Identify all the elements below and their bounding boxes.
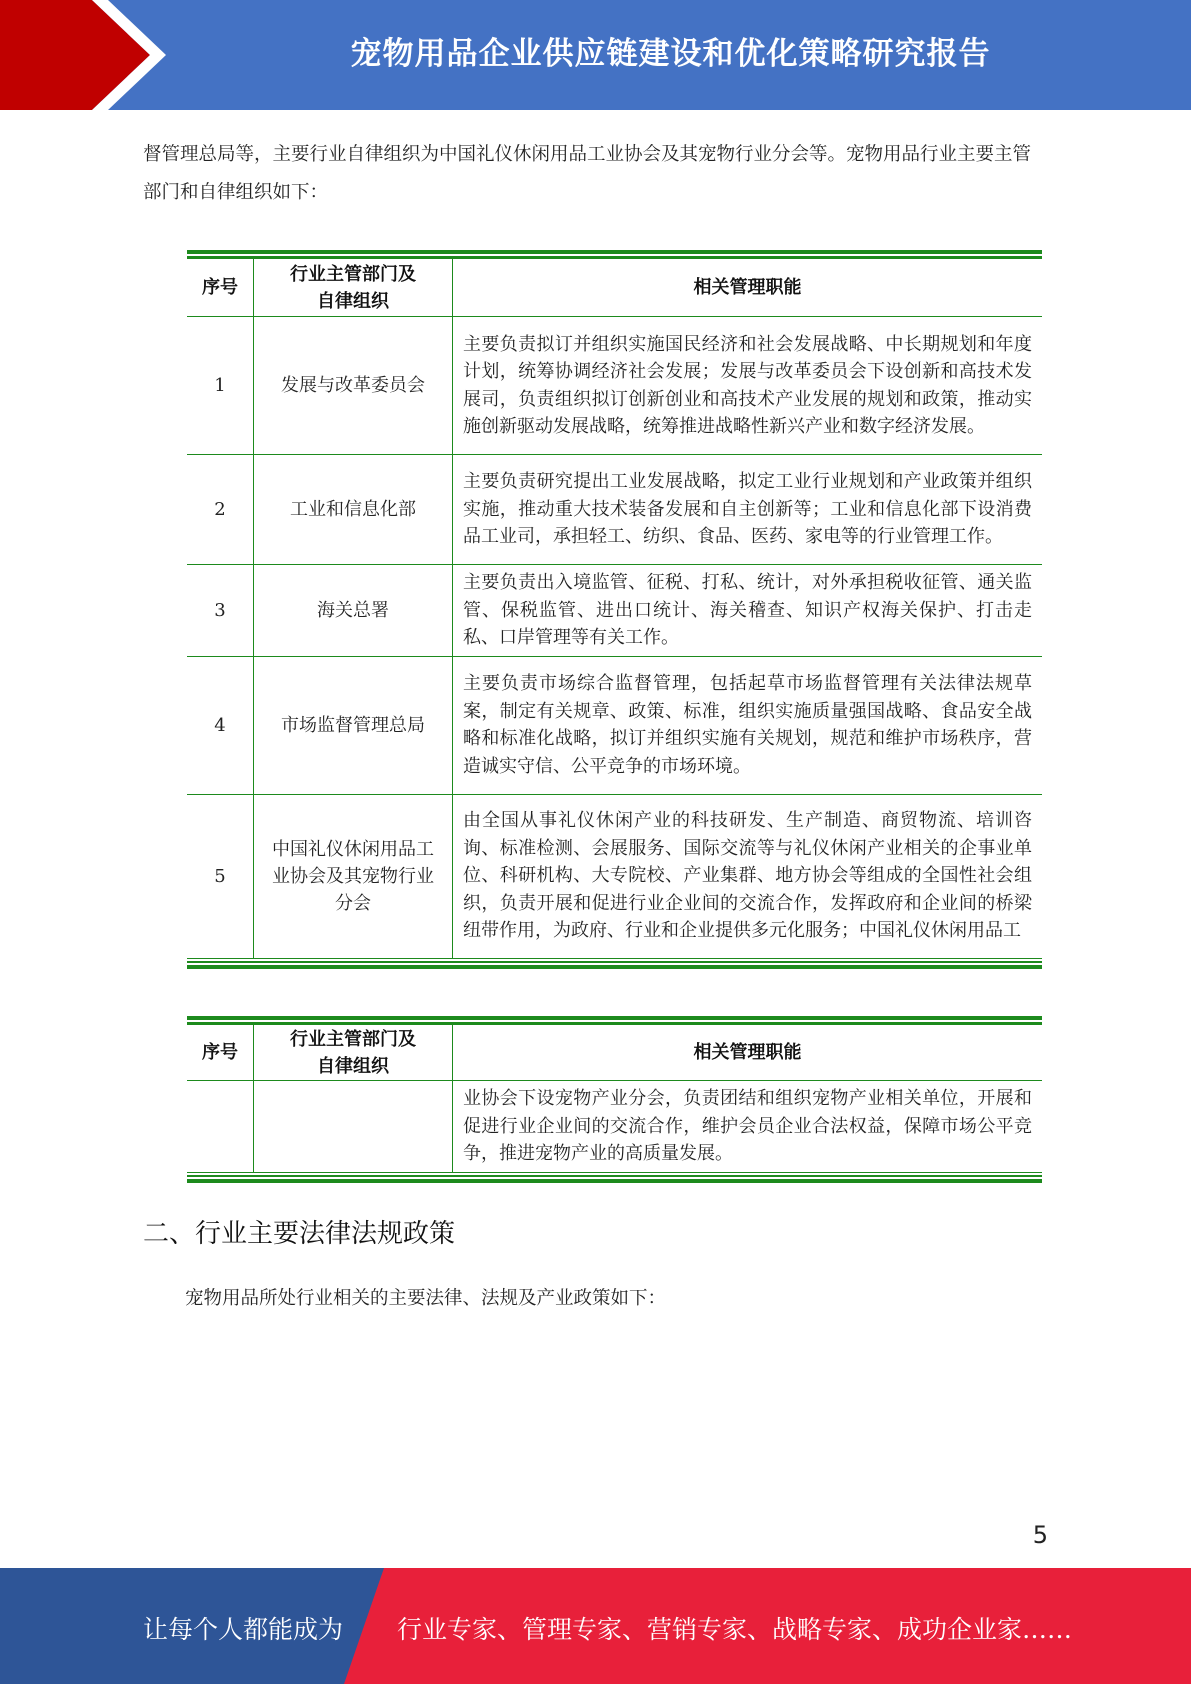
header-no: 序号 <box>187 259 254 317</box>
row-no: 2 <box>187 455 254 565</box>
header-org-line1: 行业主管部门及 <box>290 1028 416 1050</box>
row-no: 3 <box>187 565 254 657</box>
header-org <box>254 1025 453 1081</box>
row-org: 发展与改革委员会 <box>254 317 453 455</box>
row-org: 海关总署 <box>254 565 453 657</box>
section-paragraph: 宠物用品所处行业相关的主要法律、法规及产业政策如下： <box>185 1288 667 1309</box>
row-no <box>187 1081 254 1173</box>
header-func: 相关管理职能 <box>453 1025 1043 1081</box>
table-header-row <box>187 1025 1042 1081</box>
table-header-row <box>187 259 1042 317</box>
table-bottom-rule-thin <box>187 961 1042 963</box>
row-org: 工业和信息化部 <box>254 455 453 565</box>
page-header <box>0 0 1191 110</box>
row-org: 市场监督管理总局 <box>254 656 453 794</box>
table-bottom-rule <box>187 1179 1042 1183</box>
row-func: 主要负责出入境监管、征税、打私、统计，对外承担税收征管、通关监管、保税监管、进出口统计、海关稽查、知识产权海关保护、打击走私、口岸管理等有关工作。 <box>453 565 1043 657</box>
row-no: 5 <box>187 794 254 958</box>
table-top-rule <box>187 250 1042 254</box>
header-title: 宠物用品企业供应链建设和优化策略研究报告 <box>350 36 991 72</box>
row-func: 由全国从事礼仪休闲产业的科技研发、生产制造、商贸物流、培训咨询、标准检测、会展服务、国际交流等与礼仪休闲产业相关的企事业单位、科研机构、大专院校、产业集群、地方协会等组成的全国性社会组织，负责开展和促进行业企业间的交流合作，发挥政府和企业间的桥梁纽带作用，为政府、行业和企业提供多元化服务；中国礼仪休闲用品工 <box>453 794 1043 958</box>
table-row <box>187 656 1042 794</box>
table-bottom-rule-thin <box>187 1175 1042 1177</box>
table-top-rule <box>187 1016 1042 1020</box>
table-row <box>187 565 1042 657</box>
page-footer <box>0 1568 1191 1684</box>
row-func: 业协会下设宠物产业分会，负责团结和组织宠物产业相关单位，开展和促进行业企业间的交流合作，维护会员企业合法权益，保障市场公平竞争，推进宠物产业的高质量发展。 <box>453 1081 1043 1173</box>
header-func: 相关管理职能 <box>453 259 1043 317</box>
table-row <box>187 794 1042 958</box>
table-bottom-rule <box>187 965 1042 969</box>
header-org <box>254 259 453 317</box>
row-func: 主要负责研究提出工业发展战略，拟定工业行业规划和产业政策并组织实施，推动重大技术装备发展和自主创新等；工业和信息化部下设消费品工业司，承担轻工、纺织、食品、医药、家电等的行业管理工作。 <box>453 455 1043 565</box>
intro-paragraph: 督管理总局等，主要行业自律组织为中国礼仪休闲用品工业协会及其宠物行业分会等。宠物用品行业主要主管部门和自律组织如下： <box>143 144 1032 203</box>
footer-slogan-right: 行业专家、管理专家、营销专家、战略专家、成功企业家…… <box>397 1615 1073 1644</box>
section-heading: 二、行业主要法律法规政策 <box>143 1219 456 1249</box>
header-org-line2: 自律组织 <box>317 290 389 312</box>
row-no: 4 <box>187 656 254 794</box>
page-number: 5 <box>1032 1521 1048 1549</box>
row-func: 主要负责市场综合监督管理，包括起草市场监督管理有关法律法规草案，制定有关规章、政策、标准，组织实施质量强国战略、食品安全战略和标准化战略，拟订并组织实施有关规划，规范和维护市场秩序，营造诚实守信、公平竞争的市场环境。 <box>453 656 1043 794</box>
row-func: 主要负责拟订并组织实施国民经济和社会发展战略、中长期规划和年度计划，统筹协调经济社会发展；发展与改革委员会下设创新和高技术发展司，负责组织拟订创新创业和高技术产业发展的规划和政策，推动实施创新驱动发展战略，统筹推进战略性新兴产业和数字经济发展。 <box>453 317 1043 455</box>
footer-slogan-left: 让每个人都能成为 <box>143 1615 344 1644</box>
row-no: 1 <box>187 317 254 455</box>
regulator-table <box>187 250 1042 969</box>
row-org <box>254 1081 453 1173</box>
table-row <box>187 317 1042 455</box>
header-org-line2: 自律组织 <box>317 1055 389 1077</box>
header-org-line1: 行业主管部门及 <box>290 263 416 285</box>
table-row <box>187 455 1042 565</box>
header-no: 序号 <box>187 1025 254 1081</box>
row-org: 中国礼仪休闲用品工业协会及其宠物行业分会 <box>254 794 453 958</box>
table-row <box>187 1081 1042 1173</box>
regulator-table-continued <box>187 1016 1042 1183</box>
